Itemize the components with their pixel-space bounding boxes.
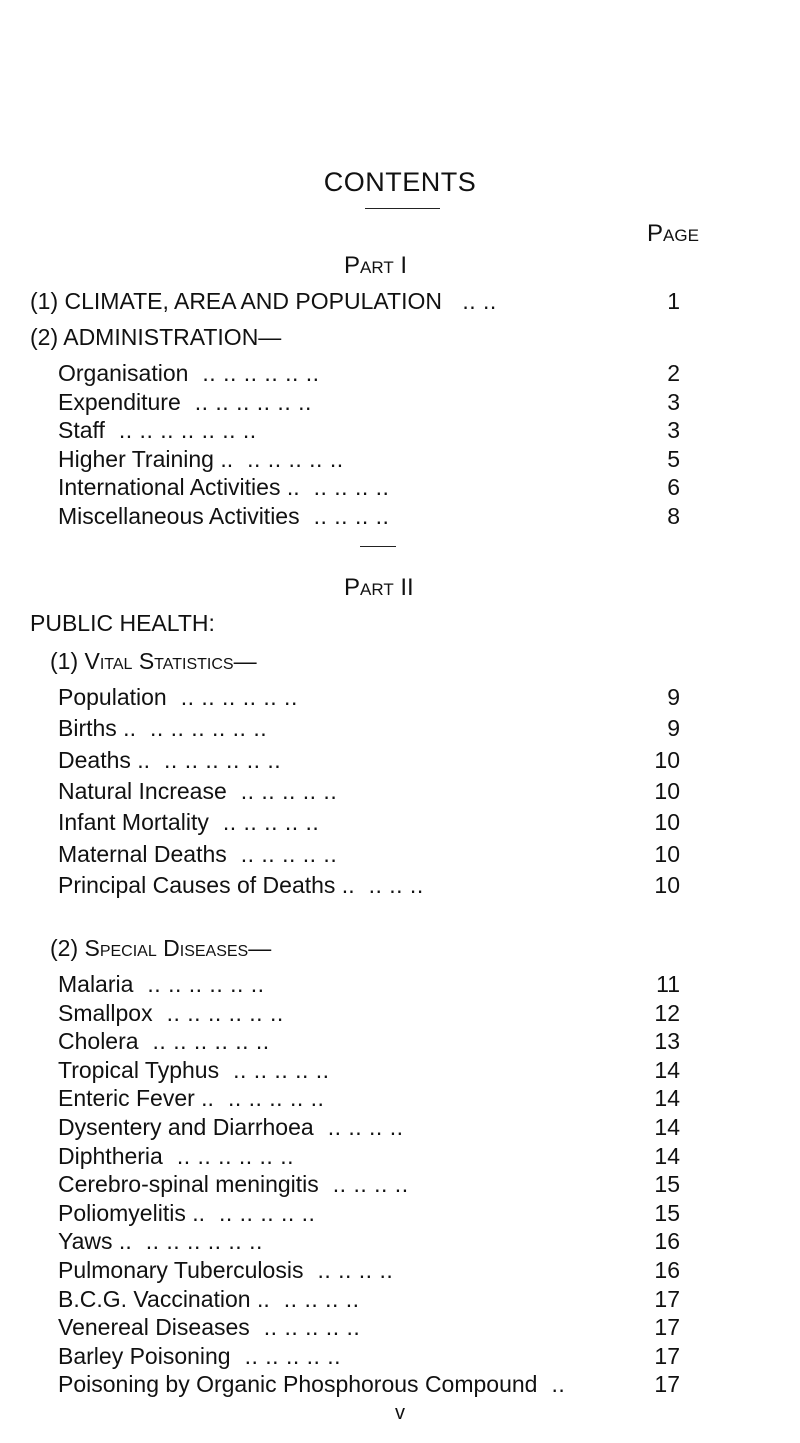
page-title: CONTENTS bbox=[323, 167, 477, 197]
toc-entry bbox=[58, 1143, 294, 1170]
leader: .. .. .. .. .. .. bbox=[202, 360, 320, 386]
toc-entry-label: Principal Causes of Deaths .. bbox=[58, 871, 355, 898]
leader: .. .. .. .. .. .. bbox=[194, 388, 312, 415]
toc-entry-label: Diphtheria bbox=[58, 1142, 163, 1169]
public-health-heading: PUBLIC HEALTH: bbox=[30, 610, 215, 636]
toc-entry bbox=[58, 1171, 409, 1198]
page-number: 14 bbox=[654, 1142, 680, 1169]
toc-entry-label: Organisation bbox=[58, 360, 189, 386]
toc-entry bbox=[58, 1228, 263, 1255]
toc-entry bbox=[58, 1114, 403, 1141]
top-divider bbox=[365, 208, 440, 209]
page-number: 15 bbox=[654, 1171, 680, 1198]
leader: .. .. .. .. .. .. bbox=[176, 1142, 294, 1169]
toc-entry-label: Miscellaneous Activities bbox=[58, 503, 300, 529]
leader: .. .. .. .. bbox=[317, 1257, 394, 1283]
toc-entry bbox=[58, 747, 281, 774]
leader: .. .. .. .. .. bbox=[244, 1342, 342, 1369]
page-number: 9 bbox=[667, 715, 680, 742]
toc-entry bbox=[58, 1286, 360, 1313]
toc-entry-label: Infant Mortality bbox=[58, 809, 209, 836]
toc-entry-label: Poliomyelitis .. bbox=[58, 1199, 205, 1226]
leader: .. .. .. .. .. .. bbox=[149, 715, 268, 742]
page-column-header: Page bbox=[647, 220, 699, 247]
page-number: 9 bbox=[667, 684, 680, 710]
vital-statistics-heading: (1) Vital Statistics— bbox=[50, 648, 257, 674]
toc-entry-label: Malaria bbox=[58, 971, 134, 997]
toc-entry bbox=[58, 1085, 324, 1112]
leader: .. .. .. .. .. bbox=[263, 1314, 361, 1341]
leader: .. .. .. .. .. bbox=[233, 1056, 330, 1083]
page-number: 16 bbox=[654, 1228, 680, 1255]
leader: .. .. .. .. bbox=[283, 1285, 360, 1312]
leader: .. .. .. .. bbox=[327, 1114, 404, 1140]
toc-entry bbox=[58, 389, 312, 416]
toc-entry bbox=[58, 1057, 330, 1084]
leader: .. .. .. .. bbox=[313, 474, 390, 501]
toc-entry bbox=[58, 809, 319, 836]
toc-entry-label: Poisoning by Organic Phosphorous Compound bbox=[58, 1371, 538, 1398]
page-number: 10 bbox=[654, 840, 680, 867]
toc-entry bbox=[58, 503, 389, 530]
toc-entry-label: Enteric Fever .. bbox=[58, 1085, 214, 1112]
section-administration-label: (2) ADMINISTRATION— bbox=[30, 324, 282, 350]
toc-entry-label: B.C.G. Vaccination .. bbox=[58, 1285, 270, 1312]
toc-entry-label: Dysentery and Diarrhoea bbox=[58, 1114, 314, 1140]
page-number: 14 bbox=[654, 1114, 680, 1140]
page-number: 8 bbox=[667, 503, 680, 529]
toc-entry bbox=[58, 841, 337, 868]
page-number: 14 bbox=[654, 1085, 680, 1112]
toc-entry-label: Maternal Deaths bbox=[58, 840, 227, 867]
page-number: 15 bbox=[654, 1199, 680, 1226]
leader: .. .. .. .. .. .. .. bbox=[118, 417, 257, 444]
section-administration bbox=[30, 324, 281, 351]
leader: .. .. .. .. .. .. bbox=[147, 971, 265, 997]
leader: .. bbox=[551, 1371, 566, 1398]
toc-entry bbox=[58, 1371, 565, 1398]
section-climate bbox=[30, 288, 497, 315]
toc-entry bbox=[58, 1200, 315, 1227]
part1-heading: Part I bbox=[344, 252, 408, 279]
toc-entry bbox=[58, 1314, 360, 1341]
special-diseases-heading: (2) Special Diseases— bbox=[50, 935, 272, 961]
toc-entry-label: Tropical Typhus bbox=[58, 1056, 220, 1083]
toc-entry-label: Cholera bbox=[58, 1028, 139, 1055]
toc-entry bbox=[58, 778, 337, 805]
toc-entry-label: Smallpox bbox=[58, 999, 153, 1026]
toc-entry bbox=[58, 971, 265, 998]
toc-entry bbox=[58, 1000, 284, 1027]
part2-heading: Part II bbox=[344, 574, 414, 601]
leader: .. .. .. .. .. .. bbox=[152, 1028, 270, 1055]
toc-entry bbox=[58, 872, 424, 899]
toc-entry bbox=[58, 417, 257, 444]
leader: .. .. .. .. bbox=[332, 1171, 409, 1198]
page-number: 3 bbox=[667, 388, 680, 415]
toc-entry bbox=[58, 1257, 393, 1284]
toc-entry-label: Barley Poisoning bbox=[58, 1342, 231, 1369]
toc-entry-label: Yaws .. bbox=[58, 1228, 132, 1255]
page-number: 10 bbox=[654, 777, 680, 804]
leader: .. .. .. bbox=[368, 871, 424, 898]
toc-entry-label: Cerebro-spinal meningitis bbox=[58, 1171, 319, 1198]
toc-entry bbox=[58, 1343, 341, 1370]
leader: .. .. bbox=[462, 288, 497, 314]
leader: .. .. .. .. .. bbox=[222, 809, 320, 836]
toc-entry bbox=[58, 474, 389, 501]
page-number: 12 bbox=[654, 999, 680, 1026]
section-climate-label: (1) CLIMATE, AREA AND POPULATION bbox=[30, 288, 442, 314]
middle-divider bbox=[360, 546, 396, 547]
page-number: 17 bbox=[654, 1314, 680, 1341]
leader: .. .. .. .. .. .. bbox=[145, 1228, 263, 1255]
toc-entry-label: Deaths .. bbox=[58, 746, 151, 773]
toc-entry bbox=[58, 360, 320, 387]
leader: .. .. .. .. .. bbox=[240, 777, 338, 804]
toc-entry-label: Staff bbox=[58, 417, 105, 444]
toc-entry bbox=[58, 684, 298, 711]
toc-entry-label: Expenditure bbox=[58, 388, 181, 415]
leader: .. .. .. .. .. .. bbox=[180, 684, 298, 710]
page-number: 6 bbox=[667, 474, 680, 501]
toc-entry bbox=[58, 715, 267, 742]
page-number: 10 bbox=[654, 871, 680, 898]
page-number: 5 bbox=[667, 445, 680, 472]
page-number: 17 bbox=[654, 1342, 680, 1369]
page-number: 10 bbox=[654, 746, 680, 773]
toc-entry-label: Natural Increase bbox=[58, 777, 227, 804]
toc-entry-label: International Activities .. bbox=[58, 474, 300, 501]
page-number: 14 bbox=[654, 1056, 680, 1083]
toc-entry bbox=[58, 1028, 270, 1055]
page-number: 16 bbox=[654, 1257, 680, 1283]
page-number: 1 bbox=[667, 288, 680, 314]
leader: .. .. .. .. bbox=[313, 503, 390, 529]
leader: .. .. .. .. .. bbox=[240, 840, 338, 867]
leader: .. .. .. .. .. bbox=[227, 1085, 325, 1112]
page-number: 17 bbox=[654, 1285, 680, 1312]
leader: .. .. .. .. .. bbox=[218, 1199, 316, 1226]
page-number: 3 bbox=[667, 417, 680, 444]
toc-entry bbox=[58, 446, 344, 473]
footer-page-number: v bbox=[395, 1402, 405, 1424]
leader: .. .. .. .. .. bbox=[247, 445, 344, 472]
toc-entry-label: Population bbox=[58, 684, 167, 710]
page-number: 11 bbox=[656, 971, 680, 997]
page-number: 13 bbox=[654, 1028, 680, 1055]
toc-entry-label: Births .. bbox=[58, 715, 136, 742]
leader: .. .. .. .. .. .. bbox=[164, 746, 282, 773]
toc-entry-label: Higher Training .. bbox=[58, 445, 234, 472]
toc-entry-label: Pulmonary Tuberculosis bbox=[58, 1257, 304, 1283]
page-number: 10 bbox=[654, 809, 680, 836]
toc-entry-label: Venereal Diseases bbox=[58, 1314, 250, 1341]
page-number: 17 bbox=[654, 1371, 680, 1398]
page-number: 2 bbox=[667, 360, 680, 386]
leader: .. .. .. .. .. .. bbox=[166, 999, 284, 1026]
